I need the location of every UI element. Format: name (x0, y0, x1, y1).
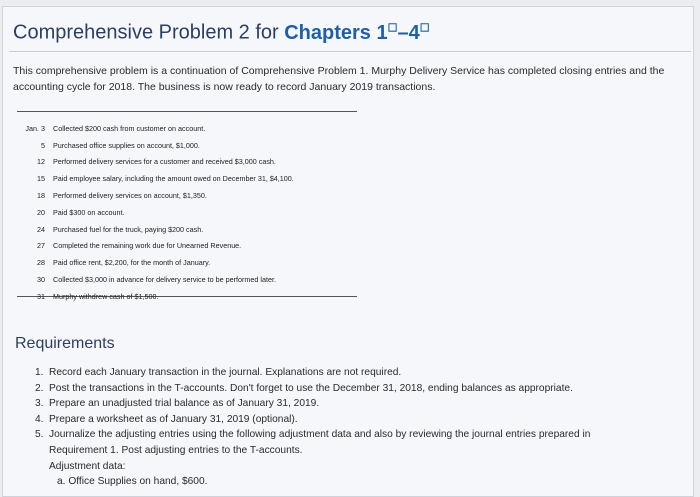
transaction-row (17, 238, 357, 255)
transaction-desc: Purchased office supplies on account, $1,000. (53, 140, 200, 150)
transaction-row (17, 204, 357, 221)
requirement-item (35, 381, 665, 397)
transaction-date: 31 (37, 291, 45, 301)
transaction-date: 28 (37, 258, 45, 268)
transaction-row (17, 154, 357, 171)
requirement-text: Record each January transaction in the journal. Explanations are not required. (49, 367, 402, 378)
requirement-number: 2. (35, 382, 44, 394)
requirement-item (35, 412, 665, 428)
transaction-desc: Collected $200 cash from customer on account. (53, 123, 206, 133)
transaction-row (17, 170, 357, 187)
title-dash: –4 (397, 21, 420, 44)
transaction-row (17, 288, 357, 305)
transaction-date: 30 (37, 275, 45, 285)
transaction-desc: Purchased fuel for the truck, paying $200 cash. (53, 224, 204, 234)
requirement-item (35, 365, 665, 381)
adjustment-item: a. Office Supplies on hand, $600. (57, 476, 208, 488)
transaction-desc: Completed the remaining work due for Unearned Revenue. (53, 241, 242, 251)
requirement-text: Post the transactions in the T-accounts. Don't forget to use the December 31, 2018, ending balances as appropriate. (49, 382, 573, 394)
transaction-date: 27 (37, 241, 45, 251)
page-title (13, 21, 430, 45)
adjustment-data-label: Adjustment data: (49, 460, 126, 472)
requirement-continuation: Requirement 1. Post adjusting entries to the T-accounts. (49, 444, 303, 456)
transaction-desc: Performed delivery services on account, $1,350. (53, 191, 207, 201)
requirements-list (35, 365, 665, 490)
requirement-number: 3. (35, 398, 44, 410)
requirement-text: Journalize the adjusting entries using the following adjustment data and also by reviewing the journal entries prepared in (49, 429, 591, 441)
requirement-number: 1. (35, 367, 44, 378)
intro-paragraph: This comprehensive problem is a continuation of Comprehensive Problem 1. Murphy Delivery Service has completed closing entries and the accounting cycle for 2018. The business is now ready to record January 2019 transactions. (13, 65, 665, 93)
title-chapters: Chapters 1 (284, 21, 388, 44)
transaction-row (17, 254, 357, 271)
transaction-date: 5 (41, 140, 45, 150)
transactions-table (17, 111, 357, 301)
requirement-number: 5. (35, 429, 44, 441)
chapter-link-icon[interactable]: ☐ (387, 22, 398, 34)
requirements-heading: Requirements (15, 335, 115, 352)
transaction-desc: Collected $3,000 in advance for delivery service to be performed later. (53, 275, 276, 285)
title-divider (9, 51, 691, 52)
transaction-row (17, 137, 357, 154)
requirement-number: 4. (35, 413, 44, 425)
transaction-desc: Murphy withdrew cash of $1,500. (53, 291, 159, 301)
requirement-text: Prepare a worksheet as of January 31, 2019 (optional). (49, 413, 298, 425)
transaction-date: Jan. 3 (25, 123, 45, 133)
transaction-desc: Paid employee salary, including the amount owed on December 31, $4,100. (53, 174, 294, 184)
requirement-item (35, 427, 665, 443)
transaction-desc: Paid office rent, $2,200, for the month of January. (53, 258, 211, 268)
transaction-row (17, 271, 357, 288)
transaction-date: 20 (37, 207, 45, 217)
transaction-row (17, 187, 357, 204)
chapter-link-icon-2[interactable]: ☐ (419, 22, 430, 34)
problem-page (2, 6, 694, 497)
transaction-row (17, 120, 357, 137)
requirement-item (35, 396, 665, 412)
transaction-desc: Paid $300 on account. (53, 207, 125, 217)
transaction-date: 18 (37, 191, 45, 201)
requirement-text: Prepare an unadjusted trial balance as of January 31, 2019. (49, 398, 320, 410)
transaction-desc: Performed delivery services for a customer and received $3,000 cash. (53, 157, 276, 167)
transaction-date: 15 (37, 174, 45, 184)
transaction-date: 24 (37, 224, 45, 234)
title-prefix: Comprehensive Problem 2 for (13, 21, 285, 44)
transaction-date: 12 (37, 157, 45, 167)
transaction-row (17, 221, 357, 238)
